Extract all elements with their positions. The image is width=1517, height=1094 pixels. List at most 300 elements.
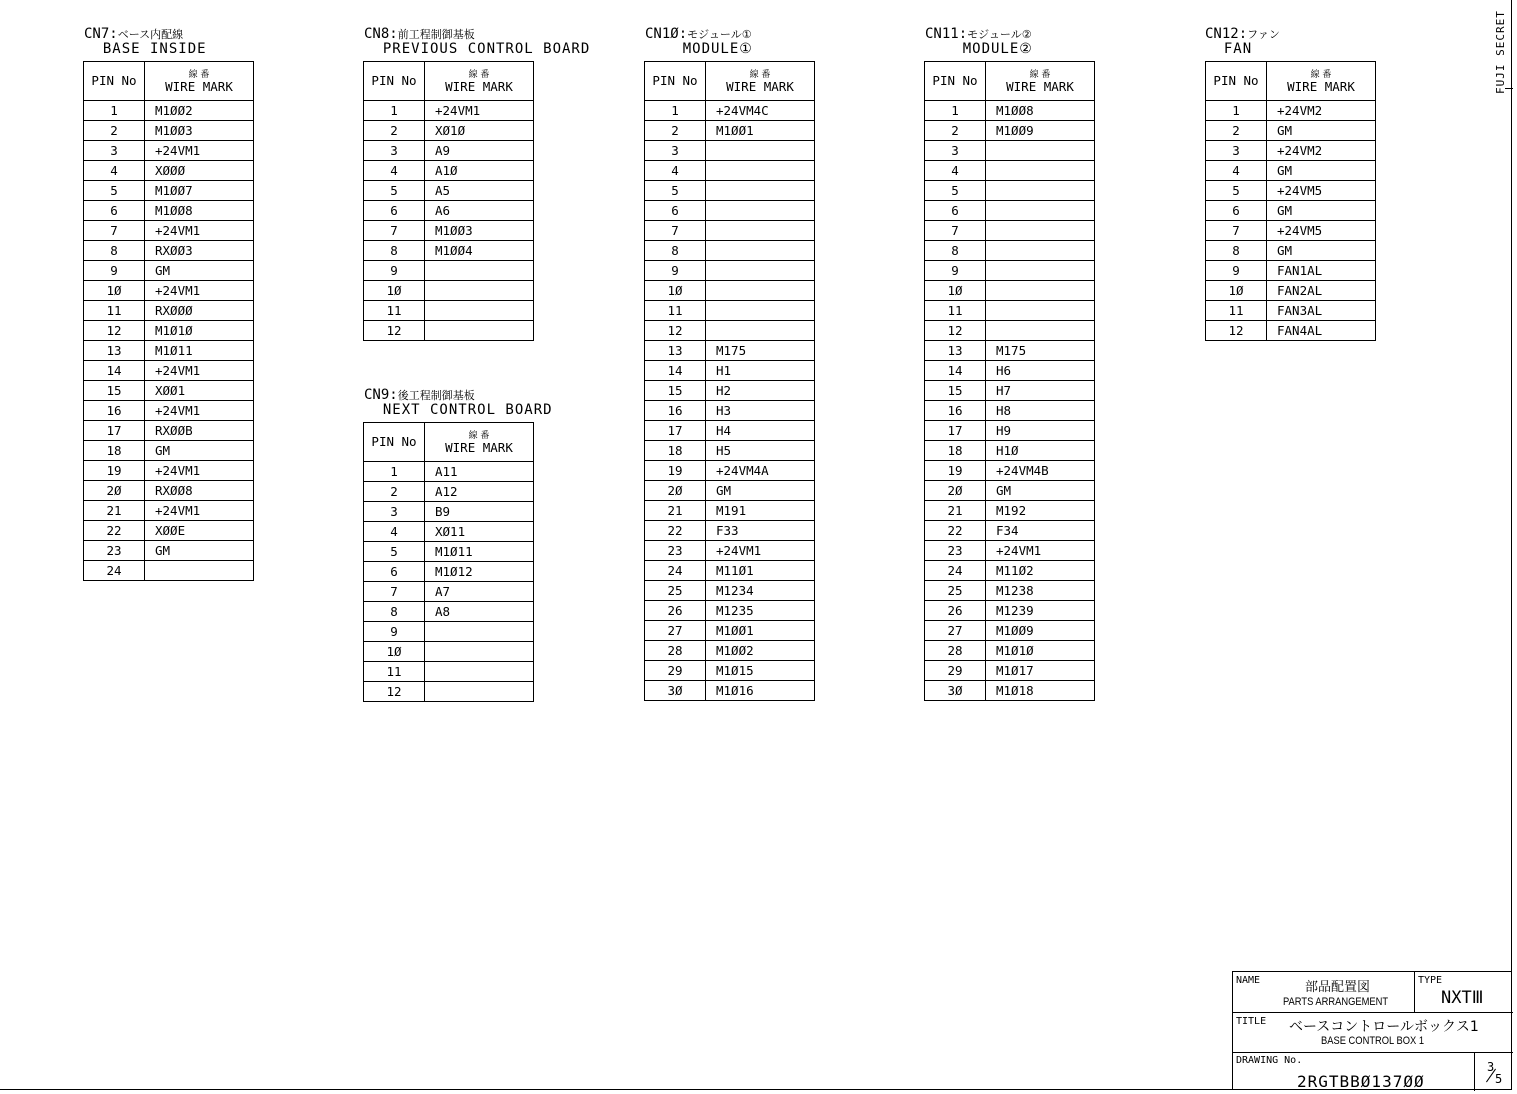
table-row bbox=[925, 461, 1095, 481]
wire-mark: GM bbox=[706, 481, 815, 501]
table-row bbox=[364, 221, 534, 241]
wire-mark: A9 bbox=[425, 141, 534, 161]
table-header bbox=[84, 62, 254, 101]
pin-number: 11 bbox=[645, 301, 706, 321]
pin-number: 19 bbox=[84, 461, 145, 481]
pin-number: 6 bbox=[84, 201, 145, 221]
wire-mark bbox=[425, 321, 534, 341]
cn11-pin-table bbox=[924, 61, 1095, 701]
wire-mark: GM bbox=[1267, 161, 1376, 181]
table-row bbox=[925, 681, 1095, 701]
wire-mark: M1235 bbox=[706, 601, 815, 621]
type-label: TYPE bbox=[1418, 975, 1443, 986]
wire-mark bbox=[986, 221, 1095, 241]
table-row bbox=[925, 161, 1095, 181]
wire-mark: A12 bbox=[425, 482, 534, 502]
pin-number: 14 bbox=[645, 361, 706, 381]
cn8-title bbox=[364, 27, 590, 56]
wire-mark: M1238 bbox=[986, 581, 1095, 601]
pin-number: 1 bbox=[364, 462, 425, 482]
table-row bbox=[645, 121, 815, 141]
pin-number: 21 bbox=[645, 501, 706, 521]
wire-mark: H1Ø bbox=[986, 441, 1095, 461]
connector-code: CN7: bbox=[84, 26, 118, 42]
table-row bbox=[925, 641, 1095, 661]
table-row bbox=[84, 441, 254, 461]
wire-mark bbox=[706, 141, 815, 161]
pin-number: 8 bbox=[364, 241, 425, 261]
pin-number: 26 bbox=[925, 601, 986, 621]
table-row bbox=[1206, 261, 1376, 281]
pin-number: 12 bbox=[364, 321, 425, 341]
wire-mark: M1Ø12 bbox=[425, 562, 534, 582]
table-row bbox=[925, 381, 1095, 401]
wire-mark bbox=[986, 201, 1095, 221]
table-row bbox=[645, 421, 815, 441]
pin-number: 7 bbox=[364, 582, 425, 602]
pin-number: 6 bbox=[925, 201, 986, 221]
type-divider bbox=[1414, 972, 1415, 1012]
table-row bbox=[1206, 101, 1376, 121]
wire-mark: M1Ø1Ø bbox=[986, 641, 1095, 661]
table-row bbox=[925, 661, 1095, 681]
wire-mark: FAN1AL bbox=[1267, 261, 1376, 281]
wire-mark: GM bbox=[1267, 121, 1376, 141]
table-row bbox=[645, 161, 815, 181]
connector-name-en: BASE INSIDE bbox=[84, 41, 207, 57]
wire-mark: M1ØØ2 bbox=[145, 101, 254, 121]
pin-number: 8 bbox=[1206, 241, 1267, 261]
wire-mark: M1Ø11 bbox=[145, 341, 254, 361]
connector-name-jp: 後工程制御基板 bbox=[397, 389, 475, 402]
wire-mark: H9 bbox=[986, 421, 1095, 441]
wire-mark: +24VM1 bbox=[145, 401, 254, 421]
wire-mark bbox=[706, 181, 815, 201]
wire-mark: RXØØB bbox=[145, 421, 254, 441]
wire-mark bbox=[706, 161, 815, 181]
wire-mark: XØØØ bbox=[145, 161, 254, 181]
pin-number: 6 bbox=[645, 201, 706, 221]
wire-mark: A11 bbox=[425, 462, 534, 482]
wire-mark: M1ØØ7 bbox=[145, 181, 254, 201]
wire-mark: +24VM1 bbox=[706, 541, 815, 561]
sheet-total: 5 bbox=[1495, 1072, 1503, 1086]
pin-number: 12 bbox=[645, 321, 706, 341]
pin-number: 1 bbox=[645, 101, 706, 121]
wire-mark: XØ1Ø bbox=[425, 121, 534, 141]
wire-mark: +24VM1 bbox=[986, 541, 1095, 561]
table-header bbox=[364, 62, 534, 101]
table-row bbox=[364, 161, 534, 181]
table-row bbox=[925, 561, 1095, 581]
pin-number: 3 bbox=[364, 502, 425, 522]
table-row bbox=[645, 441, 815, 461]
wire-mark bbox=[706, 241, 815, 261]
wire-mark bbox=[706, 321, 815, 341]
table-row bbox=[364, 321, 534, 341]
cn10-pin-table bbox=[644, 61, 815, 701]
pin-number: 1Ø bbox=[364, 281, 425, 301]
table-row bbox=[84, 201, 254, 221]
type-value: NXTⅢ bbox=[1441, 988, 1484, 1008]
wire-mark: +24VM1 bbox=[145, 281, 254, 301]
connector-name-en: PREVIOUS CONTROL BOARD bbox=[364, 41, 591, 57]
pin-number: 1 bbox=[364, 101, 425, 121]
cn7-pin-table bbox=[83, 61, 254, 581]
cn7-title bbox=[84, 27, 207, 56]
table-row bbox=[925, 121, 1095, 141]
wire-mark: M1Ø1Ø bbox=[145, 321, 254, 341]
pin-number: 9 bbox=[84, 261, 145, 281]
table-row bbox=[645, 241, 815, 261]
pin-number: 2 bbox=[364, 121, 425, 141]
table-row bbox=[645, 601, 815, 621]
pin-number: 23 bbox=[84, 541, 145, 561]
wire-mark: M1ØØ2 bbox=[706, 641, 815, 661]
pin-number: 4 bbox=[84, 161, 145, 181]
table-row bbox=[1206, 121, 1376, 141]
wire-mark: +24VM1 bbox=[145, 141, 254, 161]
table-row bbox=[645, 261, 815, 281]
table-row bbox=[925, 601, 1095, 621]
table-row bbox=[84, 561, 254, 581]
connector-name-en: MODULE① bbox=[645, 41, 753, 57]
table-row bbox=[925, 141, 1095, 161]
wire-mark: A8 bbox=[425, 602, 534, 622]
pin-number: 13 bbox=[925, 341, 986, 361]
name-label: NAME bbox=[1236, 975, 1261, 986]
pin-number: 9 bbox=[925, 261, 986, 281]
wire-mark: H5 bbox=[706, 441, 815, 461]
table-row bbox=[645, 521, 815, 541]
table-row bbox=[1206, 181, 1376, 201]
pin-number: 6 bbox=[364, 562, 425, 582]
wire-mark: H3 bbox=[706, 401, 815, 421]
wire-mark: M1ØØ3 bbox=[145, 121, 254, 141]
wire-header-en: WIRE MARK bbox=[445, 78, 513, 94]
table-row bbox=[364, 542, 534, 562]
table-row bbox=[645, 661, 815, 681]
wire-header-en: WIRE MARK bbox=[1287, 78, 1355, 94]
table-row bbox=[84, 521, 254, 541]
pin-number: 4 bbox=[925, 161, 986, 181]
table-row bbox=[364, 261, 534, 281]
wire-mark: XØØE bbox=[145, 521, 254, 541]
pin-number: 7 bbox=[925, 221, 986, 241]
table-row bbox=[925, 261, 1095, 281]
table-header bbox=[645, 62, 815, 101]
wire-mark: M1ØØ9 bbox=[986, 621, 1095, 641]
table-row bbox=[925, 321, 1095, 341]
table-row bbox=[84, 481, 254, 501]
wire-mark bbox=[425, 622, 534, 642]
table-row bbox=[925, 441, 1095, 461]
table-row bbox=[925, 341, 1095, 361]
name-en: PARTS ARRANGEMENT bbox=[1283, 996, 1389, 1008]
pin-header: PIN No bbox=[925, 62, 986, 101]
pin-number: 13 bbox=[84, 341, 145, 361]
table-row bbox=[645, 561, 815, 581]
wire-mark bbox=[425, 261, 534, 281]
cn11-title bbox=[925, 27, 1033, 56]
table-row bbox=[364, 181, 534, 201]
pin-number: 1Ø bbox=[925, 281, 986, 301]
table-row bbox=[84, 121, 254, 141]
pin-number: 19 bbox=[925, 461, 986, 481]
table-row bbox=[925, 241, 1095, 261]
table-row bbox=[364, 642, 534, 662]
table-row bbox=[645, 101, 815, 121]
pin-number: 11 bbox=[364, 301, 425, 321]
pin-number: 5 bbox=[645, 181, 706, 201]
pin-number: 23 bbox=[925, 541, 986, 561]
pin-number: 1Ø bbox=[364, 642, 425, 662]
pin-number: 25 bbox=[645, 581, 706, 601]
connector-name-jp: モジュール① bbox=[687, 28, 752, 41]
table-row bbox=[925, 521, 1095, 541]
wire-mark: F33 bbox=[706, 521, 815, 541]
sheet-number: 3 bbox=[1487, 1060, 1495, 1074]
table-row bbox=[84, 281, 254, 301]
table-row bbox=[84, 161, 254, 181]
wire-header-jp: 線 番 bbox=[188, 69, 210, 80]
wire-header-en: WIRE MARK bbox=[165, 78, 233, 94]
table-row bbox=[925, 101, 1095, 121]
pin-number: 1Ø bbox=[84, 281, 145, 301]
table-row bbox=[364, 682, 534, 702]
connector-code: CN12: bbox=[1205, 26, 1248, 42]
pin-header: PIN No bbox=[645, 62, 706, 101]
drawing-number: 2RGTBBØ137ØØ bbox=[1297, 1072, 1425, 1091]
pin-number: 2 bbox=[925, 121, 986, 141]
pin-number: 28 bbox=[925, 641, 986, 661]
cn8-pin-table bbox=[363, 61, 534, 341]
table-row bbox=[645, 301, 815, 321]
table-row bbox=[364, 281, 534, 301]
table-row bbox=[925, 401, 1095, 421]
table-row bbox=[925, 181, 1095, 201]
wire-mark bbox=[145, 561, 254, 581]
wire-mark: RXØØ8 bbox=[145, 481, 254, 501]
pin-number: 2 bbox=[84, 121, 145, 141]
wire-header-jp: 線 番 bbox=[468, 430, 490, 441]
table-row bbox=[1206, 201, 1376, 221]
pin-number: 21 bbox=[925, 501, 986, 521]
wire-mark: A7 bbox=[425, 582, 534, 602]
wire-mark: +24VM2 bbox=[1267, 101, 1376, 121]
table-row bbox=[364, 582, 534, 602]
wire-header-jp: 線 番 bbox=[749, 69, 771, 80]
wire-mark bbox=[706, 221, 815, 241]
pin-number: 3 bbox=[364, 141, 425, 161]
table-header bbox=[364, 423, 534, 462]
pin-number: 5 bbox=[1206, 181, 1267, 201]
wire-mark: +24VM2 bbox=[1267, 141, 1376, 161]
connector-code: CN9: bbox=[364, 387, 398, 403]
pin-number: 1Ø bbox=[1206, 281, 1267, 301]
table-row bbox=[645, 221, 815, 241]
wire-mark: +24VM5 bbox=[1267, 221, 1376, 241]
pin-number: 2Ø bbox=[645, 481, 706, 501]
wire-mark: M1ØØ9 bbox=[986, 121, 1095, 141]
pin-number: 8 bbox=[364, 602, 425, 622]
table-row bbox=[84, 541, 254, 561]
pin-header: PIN No bbox=[364, 423, 425, 462]
pin-number: 1 bbox=[1206, 101, 1267, 121]
pin-number: 9 bbox=[364, 261, 425, 281]
table-row bbox=[645, 361, 815, 381]
pin-number: 14 bbox=[84, 361, 145, 381]
wire-mark: M175 bbox=[986, 341, 1095, 361]
pin-number: 7 bbox=[84, 221, 145, 241]
wire-mark: M1239 bbox=[986, 601, 1095, 621]
table-row bbox=[645, 201, 815, 221]
table-row bbox=[925, 201, 1095, 221]
sheet-divider bbox=[1474, 1052, 1475, 1091]
pin-number: 24 bbox=[84, 561, 145, 581]
table-row bbox=[364, 622, 534, 642]
wire-mark: H2 bbox=[706, 381, 815, 401]
pin-number: 9 bbox=[645, 261, 706, 281]
table-row bbox=[364, 462, 534, 482]
table-row bbox=[84, 341, 254, 361]
connector-name-en: MODULE② bbox=[925, 41, 1033, 57]
pin-number: 2 bbox=[364, 482, 425, 502]
title-label: TITLE bbox=[1236, 1016, 1267, 1027]
wire-mark bbox=[706, 301, 815, 321]
pin-number: 22 bbox=[84, 521, 145, 541]
wire-mark: A6 bbox=[425, 201, 534, 221]
table-row bbox=[645, 341, 815, 361]
table-row bbox=[645, 581, 815, 601]
table-row bbox=[645, 381, 815, 401]
wire-mark: FAN2AL bbox=[1267, 281, 1376, 301]
pin-number: 23 bbox=[645, 541, 706, 561]
pin-number: 27 bbox=[925, 621, 986, 641]
wire-header-jp: 線 番 bbox=[1029, 69, 1051, 80]
table-row bbox=[645, 641, 815, 661]
pin-number: 19 bbox=[645, 461, 706, 481]
pin-number: 1 bbox=[925, 101, 986, 121]
pin-number: 2Ø bbox=[925, 481, 986, 501]
table-row bbox=[1206, 301, 1376, 321]
pin-number: 2 bbox=[1206, 121, 1267, 141]
table-row bbox=[364, 101, 534, 121]
wire-mark: M1234 bbox=[706, 581, 815, 601]
table-row bbox=[1206, 161, 1376, 181]
table-row bbox=[84, 181, 254, 201]
pin-number: 27 bbox=[645, 621, 706, 641]
pin-number: 3Ø bbox=[925, 681, 986, 701]
pin-number: 7 bbox=[364, 221, 425, 241]
wire-mark bbox=[986, 141, 1095, 161]
table-row bbox=[925, 221, 1095, 241]
connector-code: CN8: bbox=[364, 26, 398, 42]
wire-header-en: WIRE MARK bbox=[445, 439, 513, 455]
table-row bbox=[84, 101, 254, 121]
table-row bbox=[925, 301, 1095, 321]
table-row bbox=[84, 401, 254, 421]
pin-number: 4 bbox=[364, 522, 425, 542]
table-row bbox=[364, 662, 534, 682]
pin-number: 8 bbox=[645, 241, 706, 261]
table-row bbox=[645, 681, 815, 701]
wire-header-en: WIRE MARK bbox=[1006, 78, 1074, 94]
connector-name-en: FAN bbox=[1205, 41, 1253, 57]
table-row bbox=[84, 141, 254, 161]
table-row bbox=[84, 221, 254, 241]
pin-number: 1Ø bbox=[645, 281, 706, 301]
table-header bbox=[925, 62, 1095, 101]
pin-number: 11 bbox=[364, 662, 425, 682]
wire-header bbox=[706, 62, 815, 101]
wire-header bbox=[425, 423, 534, 462]
pin-number: 15 bbox=[925, 381, 986, 401]
wire-mark: RXØØ3 bbox=[145, 241, 254, 261]
wire-mark: GM bbox=[986, 481, 1095, 501]
pin-number: 7 bbox=[1206, 221, 1267, 241]
table-row bbox=[645, 281, 815, 301]
wire-mark: GM bbox=[1267, 201, 1376, 221]
wire-mark bbox=[706, 281, 815, 301]
drawing-divider bbox=[1233, 1052, 1513, 1053]
pin-header: PIN No bbox=[1206, 62, 1267, 101]
wire-mark bbox=[986, 241, 1095, 261]
pin-number: 2Ø bbox=[84, 481, 145, 501]
wire-mark: M1ØØ1 bbox=[706, 121, 815, 141]
wire-header bbox=[425, 62, 534, 101]
pin-number: 2 bbox=[645, 121, 706, 141]
wire-mark: M1Ø17 bbox=[986, 661, 1095, 681]
cn9-title bbox=[364, 388, 553, 417]
table-row bbox=[364, 301, 534, 321]
table-row bbox=[84, 461, 254, 481]
wire-mark bbox=[986, 281, 1095, 301]
pin-number: 29 bbox=[925, 661, 986, 681]
wire-mark: FAN3AL bbox=[1267, 301, 1376, 321]
wire-mark bbox=[706, 261, 815, 281]
pin-number: 21 bbox=[84, 501, 145, 521]
wire-mark: M1Ø15 bbox=[706, 661, 815, 681]
wire-mark bbox=[706, 201, 815, 221]
table-row bbox=[364, 502, 534, 522]
table-row bbox=[1206, 221, 1376, 241]
wire-mark: M11Ø2 bbox=[986, 561, 1095, 581]
title-jp: ベースコントロールボックス1 bbox=[1289, 1019, 1479, 1035]
wire-mark: +24VM1 bbox=[145, 361, 254, 381]
wire-header-jp: 線 番 bbox=[468, 69, 490, 80]
wire-mark: H4 bbox=[706, 421, 815, 441]
wire-header bbox=[145, 62, 254, 101]
pin-number: 29 bbox=[645, 661, 706, 681]
table-row bbox=[645, 481, 815, 501]
pin-number: 22 bbox=[645, 521, 706, 541]
wire-mark: FAN4AL bbox=[1267, 321, 1376, 341]
pin-header: PIN No bbox=[364, 62, 425, 101]
pin-number: 22 bbox=[925, 521, 986, 541]
pin-number: 28 bbox=[645, 641, 706, 661]
pin-number: 3 bbox=[645, 141, 706, 161]
table-row bbox=[364, 201, 534, 221]
pin-number: 5 bbox=[364, 181, 425, 201]
pin-number: 12 bbox=[925, 321, 986, 341]
pin-number: 16 bbox=[84, 401, 145, 421]
table-row bbox=[84, 261, 254, 281]
pin-number: 1 bbox=[84, 101, 145, 121]
table-row bbox=[925, 421, 1095, 441]
wire-mark bbox=[986, 321, 1095, 341]
wire-mark: GM bbox=[145, 261, 254, 281]
